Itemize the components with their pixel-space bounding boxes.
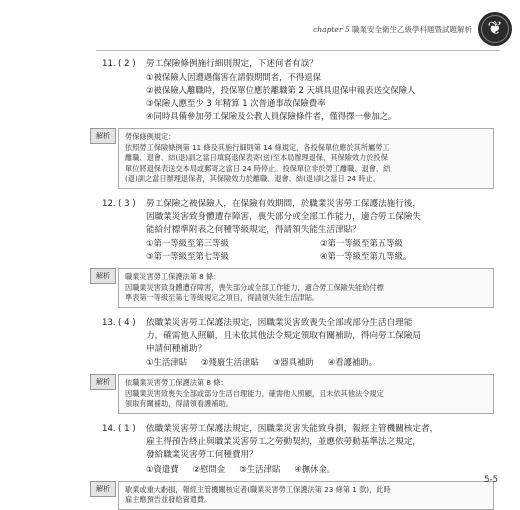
question-number: 14. bbox=[102, 423, 116, 434]
option: ④撫休金。 bbox=[294, 463, 336, 474]
option: ②殘廢生活津貼 bbox=[201, 357, 259, 368]
option: ①資遣費 bbox=[146, 463, 179, 474]
stem-line: 雇主得預告終止與職業災害勞工之勞動契約，並應依勞動基準法之規定， bbox=[146, 437, 422, 448]
explanation-box bbox=[118, 128, 494, 189]
answer-key: ( 1 ) bbox=[118, 423, 136, 434]
option: ①生活津貼 bbox=[146, 357, 188, 368]
explanation-line: 因職業災害致身體遭存障害，喪失部分或全部工作能力，適合勞工保險失能給付標 bbox=[125, 282, 384, 292]
chapter-label: chapter 5 bbox=[313, 24, 350, 34]
stem-line: 申請何種補助？ bbox=[146, 344, 207, 355]
explanation-line: 因職業災害致喪失全部或部分生活自理能力，確需他人照顧，且未依其他法令規定 bbox=[125, 388, 384, 398]
explanation-14 bbox=[96, 481, 494, 510]
question-14 bbox=[102, 423, 494, 463]
option: ④看護補助。 bbox=[327, 357, 378, 368]
explanation-12 bbox=[96, 268, 494, 308]
option: ③器具補助 bbox=[272, 357, 314, 368]
explanation-line: 職業災害勞工保護法第 8 條： bbox=[125, 272, 221, 282]
answer-key: ( 4 ) bbox=[118, 317, 136, 328]
option: ③保險人應至少 3 年精算 1 次普通事故保險費率 bbox=[146, 98, 326, 109]
answer-key: ( 2 ) bbox=[118, 59, 136, 69]
question-stem: 勞工保險條例施行細則規定，下述何者有誤？ bbox=[146, 59, 318, 69]
question-stem bbox=[146, 198, 494, 238]
question-number: 13. bbox=[102, 317, 116, 328]
header-rule bbox=[96, 50, 500, 51]
explanation-line: 領取有關補助，得請領看護補助。 bbox=[125, 399, 233, 409]
explanation-line: 準表第一等級至第七等級規定之項目，得請領失能生活津貼。 bbox=[125, 293, 320, 303]
question-list bbox=[96, 52, 494, 510]
options-14 bbox=[146, 463, 494, 476]
page-number: 5-5 bbox=[484, 475, 498, 485]
option: ①第一等級至第三等級 bbox=[146, 238, 229, 249]
explanation-line: (退)訓之當日辦理退保者，其保險效力於離職、退會、結(退)訓之當日 24 時止。 bbox=[125, 174, 380, 184]
option: ③第一等級至第七等級 bbox=[146, 251, 229, 262]
explanation-tag: 解析 bbox=[90, 128, 116, 144]
stem-line: 勞工保險之被保險人，在保險有效期間，於職業災害勞工保護法施行後， bbox=[146, 198, 422, 209]
explanation-line: 雇主應預告並發給資遣費。 bbox=[125, 495, 212, 505]
option: ④第一等級至第九等級。 bbox=[320, 251, 412, 262]
option: ③生活津貼 bbox=[239, 463, 281, 474]
page-header bbox=[313, 10, 512, 48]
question-stem bbox=[146, 423, 494, 463]
option: ②第一等級至第五等級 bbox=[320, 238, 403, 249]
question-13 bbox=[102, 317, 494, 357]
question-number: 12. bbox=[102, 198, 116, 209]
explanation-11 bbox=[96, 128, 494, 189]
options-12 bbox=[146, 237, 494, 263]
explanation-tag: 解析 bbox=[90, 481, 116, 497]
question-number: 11. bbox=[102, 59, 116, 69]
explanation-box bbox=[118, 268, 494, 308]
option: ②被保險人離職時，投保單位應於離職第 2 天填具退保申報表送交保險人 bbox=[146, 85, 416, 96]
explanation-line: 勞保條例規定： bbox=[125, 132, 176, 142]
explanation-box bbox=[118, 481, 494, 510]
question-12 bbox=[102, 198, 494, 238]
answer-key: ( 3 ) bbox=[118, 198, 136, 209]
question-11 bbox=[102, 58, 494, 71]
book-title: 職業安全衛生乙級學科題暨試題解析 bbox=[352, 24, 472, 34]
options-13 bbox=[146, 356, 494, 369]
brush-logo-icon: ❦ bbox=[478, 12, 512, 46]
explanation-box bbox=[118, 374, 494, 414]
explanation-line: 依職業災害勞工保護法第 8 條： bbox=[125, 378, 228, 388]
stem-line: 依職業災害勞工保護法規定，因職業災害失能致身損，報經主管機關核定者， bbox=[146, 423, 439, 434]
stem-line: 能給付標準附表之何種等級規定，得請領失能生活津貼？ bbox=[146, 225, 361, 236]
explanation-line: 離職、退會、結(退)訓之當日填寫退保表寄(送)至本局辦理退保，其保險效力於投保 bbox=[125, 153, 388, 163]
option: ①被保險人因遭遇傷害在請假期間者，不得退保 bbox=[146, 72, 322, 83]
stem-line: 發給職業災害勞工何種費用？ bbox=[146, 450, 258, 461]
explanation-line: 單位將退保表送交本局或郵寄之當日 24 時停止。投保單位非於勞工離職、退會、結 bbox=[125, 163, 391, 173]
explanation-line: 歇業或重大虧損，報經主管機關核定者(職業災害勞工保護法第 23 條第 1 款)，此時 bbox=[125, 484, 391, 494]
stem-line: 因職業災害致身體遭存障害，喪失部分或全部工作能力，適合勞工保險失 bbox=[146, 211, 422, 222]
running-head bbox=[313, 24, 472, 35]
explanation-tag: 解析 bbox=[90, 374, 116, 390]
explanation-tag: 解析 bbox=[90, 268, 116, 284]
options-11 bbox=[146, 71, 494, 123]
explanation-13 bbox=[96, 374, 494, 414]
explanation-line: 依照勞工保險條例第 11 條及其施行細則第 14 條規定，各投保單位應於其所屬勞工 bbox=[125, 142, 390, 152]
stem-line: 依職業災害勞工保護法規定，因職業災害致喪失全部或部分生活自理能 bbox=[146, 317, 413, 328]
option: ②慰問金 bbox=[192, 463, 226, 474]
question-stem bbox=[146, 317, 494, 357]
option: ④同時具備參加勞工保險及公教人員保險條件者，僅得擇一參加之。 bbox=[146, 111, 397, 122]
stem-line: 力，確需他人照顧，且未依其他法令規定領取有關補助，得向勞工保險局 bbox=[146, 331, 422, 342]
